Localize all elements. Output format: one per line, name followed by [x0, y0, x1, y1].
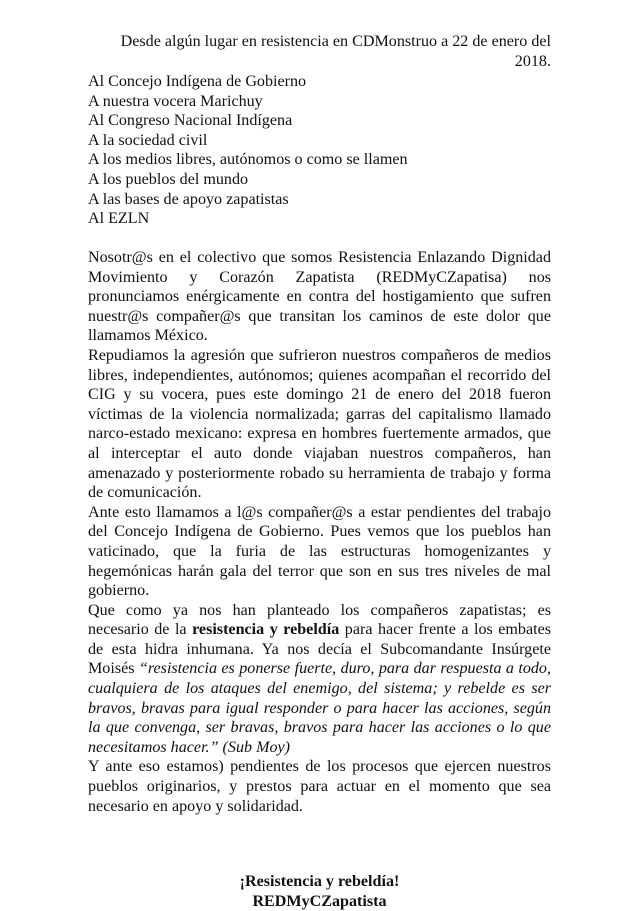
- recipient-line: A los pueblos del mundo: [88, 170, 249, 188]
- paragraph-4-text-b: para hacer frente a los embates de esta hidra inhumana. Ya nos decía el Subcomandante Insúrgete Moisés: [88, 621, 551, 678]
- paragraph-4-emphasis: resistencia y rebeldía: [192, 621, 340, 639]
- paragraph-3: Ante esto llamamos a l@s compañer@s a estar pendientes del trabajo del Concejo Indígena de Gobierno. Pues vemos que los pueblos han vaticinado, que la furia de las estructuras homogenizantes y hegemónicas harán gala del terror que son en sus tres niveles de mal gobierno.: [88, 503, 551, 600]
- recipient-line: Al Congreso Nacional Indígena: [88, 112, 293, 130]
- paragraph-4-quote: “resistencia es ponerse fuerte, duro, para dar respuesta a todo, cualquiera de los ataques del enemigo, del sistema; y rebelde es ser bravos, bravas para igual responder o para hacer las acciones, según la que convenga, ser bravas, bravos para hacer las acciones o lo que necesitamos hacer.” (Sub Moy): [88, 660, 551, 756]
- paragraph-4: [88, 601, 551, 758]
- recipient-line: A las bases de apoyo zapatistas: [88, 190, 289, 208]
- paragraph-1: Nosotr@s en el colectivo que somos Resistencia Enlazando Dignidad Movimiento y Corazón Zapatista (REDMyCZapatisa) nos pronunciamos enérgicamente en contra del hostigamiento que sufren nuestr@s compañer@s que transitan los caminos de este dolor que llamamos México.: [88, 249, 551, 345]
- closing-slogan: ¡Resistencia y rebeldía!: [239, 873, 400, 890]
- paragraph-5: Y ante eso estamos) pendientes de los procesos que ejercen nuestros pueblos originarios, y prestos para actuar en el momento que sea necesario en apoyo y solidaridad.: [88, 758, 551, 815]
- recipient-line: Al EZLN: [88, 210, 150, 228]
- recipient-line: A la sociedad civil: [88, 131, 208, 149]
- recipient-line: Al Concejo Indígena de Gobierno: [88, 73, 307, 90]
- paragraph-4-text-a: Que como ya nos han planteado los compañeros zapatistas; es necesario de la: [88, 601, 551, 639]
- recipient-line: A los medios libres, autónomos o como se llamen: [88, 151, 408, 169]
- recipient-list: [88, 72, 558, 229]
- closing-signature: REDMyCZapatista: [252, 892, 387, 910]
- dateline: Desde algún lugar en resistencia en CDMonstruo a 22 de enero del 2018.: [120, 33, 551, 70]
- recipient-line: A nuestra vocera Marichuy: [88, 92, 263, 110]
- closing-block: [88, 872, 551, 911]
- letter-body: [88, 248, 551, 816]
- paragraph-2: Repudiamos la agresión que sufrieron nuestros compañeros de medios libres, independientes, autónomos; quienes acompañan el recorrido del CIG y su vocera, pues este domingo 21 de enero del 2018 fueron víctimas de la violencia normalizada; garras del capitalismo llamado narco-estado mexicano: expresa en hombres fuertemente armados, que al interceptar el auto donde viajaban nuestros compañeros, han amenazado y posteriormente robado su herramienta de trabajo y forma de comunicación.: [88, 346, 551, 502]
